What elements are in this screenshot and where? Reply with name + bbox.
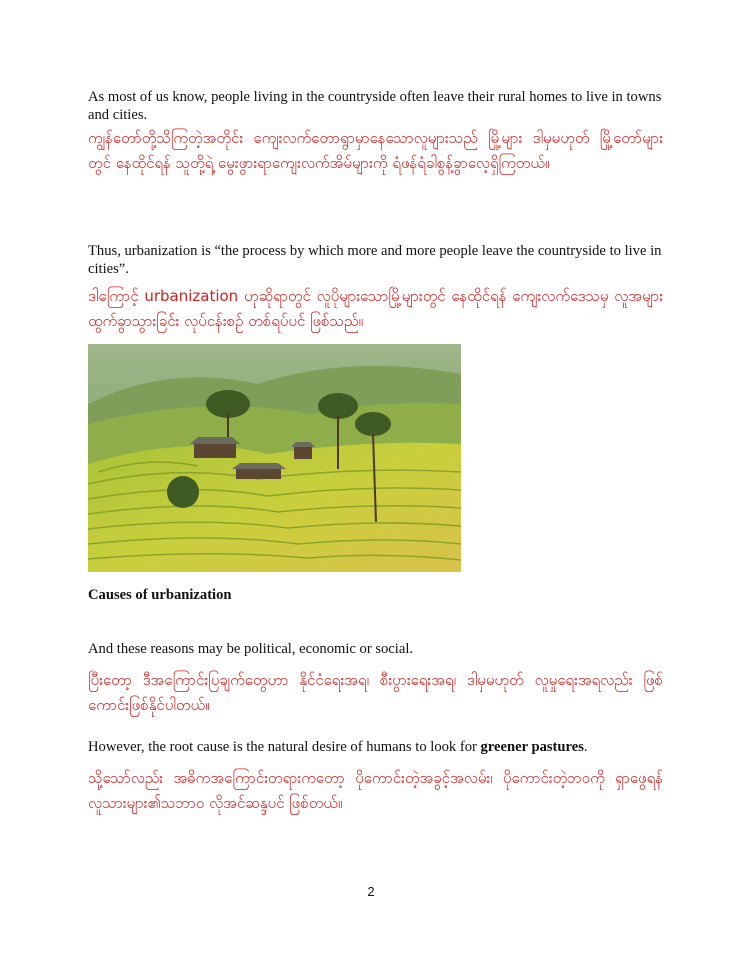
paragraph-1-english: As most of us know, people living in the countryside often leave their rural homes to live in towns and cities.	[88, 89, 662, 123]
rice-terrace-photo	[88, 344, 461, 572]
paragraph-4-english	[88, 738, 663, 756]
rice-terrace-illustration	[88, 344, 461, 572]
paragraph-2-english: Thus, urbanization is “the process by which more and more people leave the countryside to live in cities”.	[88, 243, 662, 277]
paragraph-4-bold-phrase: greener pastures	[480, 739, 584, 755]
paragraph-4-end: .	[583, 739, 588, 755]
page-number: 2	[367, 884, 375, 899]
paragraph-3-english: And these reasons may be political, economic or social.	[88, 641, 414, 657]
paragraph-3-myanmar: ပြီးတော့ ဒီအကြောင်းပြချက်တွေဟာ နိုင်ငံရေးအရ၊ စီးပွားရေးအရ၊ ဒါမှမဟုတ် လူမှုရေးအရလည်း ဖြစ်ကောင်းဖြစ်နိုင်ပါတယ်။	[88, 671, 663, 714]
section-heading: Causes of urbanization	[88, 587, 232, 603]
paragraph-1-myanmar: ကျွန်တော်တို့သိကြတဲ့အတိုင်း ကျေးလက်တောရွာမှာနေသောလူများသည် မြို့များ ဒါမှမဟုတ် မြို့တော်များတွင် နေထိုင်ရန် သူတို့ရဲ့ မွေးဖွားရာကျေးလက်အိမ်များကို ရံဖန်ရံခါစွန့်ခွာလေ့ရှိကြတယ်။	[88, 129, 663, 172]
paragraph-4-myanmar: သို့သော်လည်း အဓိကအကြောင်းတရားကတော့ ပိုကောင်းတဲ့အခွင့်အလမ်း၊ ပိုကောင်းတဲ့ဘဝကို ရှာဖွေရန် လူသားများ၏သဘာဝ လိုအင်ဆန္ဒပင် ဖြစ်တယ်။	[88, 769, 663, 812]
paragraph-2-myanmar: ဒါကြောင့် urbanization ဟုဆိုရာတွင် လူပိုများသောမြို့များတွင် နေထိုင်ရန် ကျေးလက်ဒေသမှ လူအများထွက်ခွာသွားခြင်း လုပ်ငန်းစဉ် တစ်ရပ်ပင် ဖြစ်သည်။	[88, 287, 663, 330]
paragraph-4-text: However, the root cause is the natural desire of humans to look for	[88, 739, 481, 755]
